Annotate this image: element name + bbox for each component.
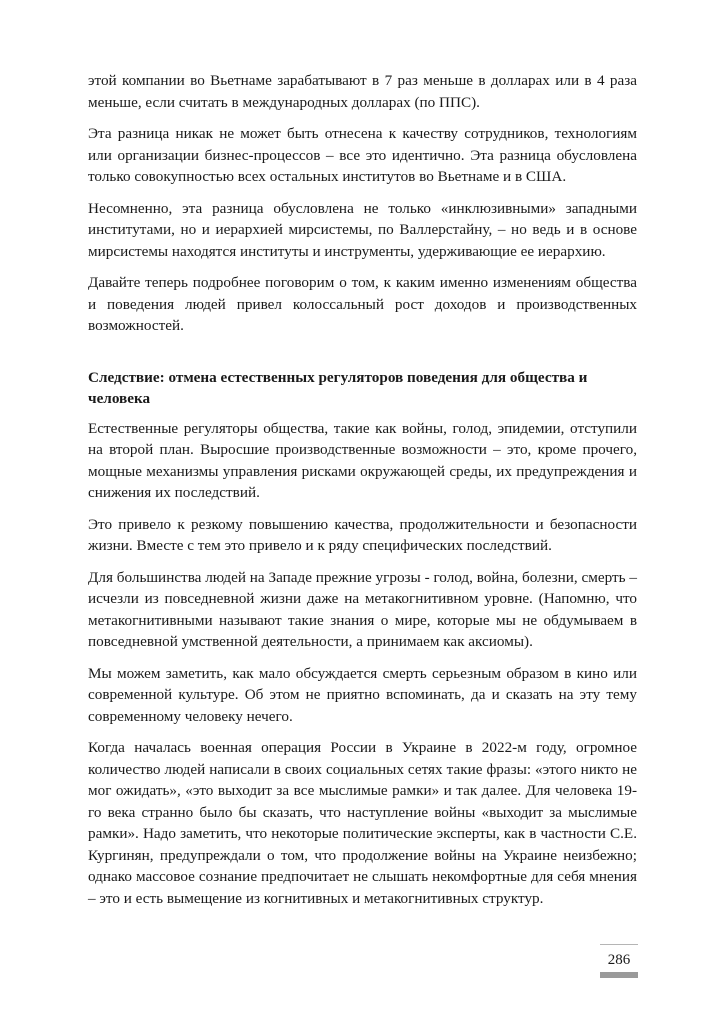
paragraph-3: Несомненно, эта разница обусловлена не только «инклюзивными» западными институтами, но и иерархией мирсистемы, по Валлерстайну, – но ведь и в основе мирсистемы находятся институты и инструменты, удерживающие ее иерархию. <box>88 199 637 260</box>
page-body <box>88 70 637 919</box>
paragraph-7: Для большинства людей на Западе прежние угрозы - голод, война, болезни, смерть – исчезли из повседневной жизни даже на метакогнитивном уровне. (Напомню, что метакогнитивными называют такие знания о мире, которые мы не обдумываем в повседневной умственной деятельности, а принимаем как аксиомы). <box>88 568 637 650</box>
paragraph-6: Это привело к резкому повышению качества, продолжительности и безопасности жизни. Вместе с тем это привело и к ряду специфических последствий. <box>88 515 637 554</box>
page-number: 286 <box>607 952 631 968</box>
section-spacer <box>88 347 637 367</box>
page-number-bar <box>600 972 638 978</box>
paragraph-9: Когда началась военная операция России в Украине в 2022-м году, огромное количество людей написали в своих социальных сетях такие фразы: «этого никто не мог ожидать», «это выходит за все мыслимые рамки» и так далее. Для человека 19-го века странно было бы сказать, что наступление войны «выходит за мыслимые рамки». Надо заметить, что некоторые политические эксперты, как в частности С.Е. Кургинян, предупреждали о том, что продолжение войны на Украине неизбежно; однако массовое сознание предпочитает не слышать некомфортные для себя мнения – это и есть вымещение из когнитивных и метакогнитивных структур. <box>88 739 637 907</box>
paragraph-1: этой компании во Вьетнаме зарабатывают в 7 раз меньше в долларах или в 4 раза меньше, если считать в международных долларах (по ППС). <box>88 72 637 111</box>
paragraph-4: Давайте теперь подробнее поговорим о том, к каким именно изменениям общества и поведения людей привел колоссальный рост доходов и производственных возможностей. <box>88 274 637 334</box>
paragraph-2: Эта разница никак не может быть отнесена к качеству сотрудников, технологиям или организации бизнес-процессов – все это идентично. Эта разница обусловлена только совокупностью всех остальных институтов во Вьетнаме и в США. <box>88 125 637 185</box>
section-heading: Следствие: отмена естественных регуляторов поведения для общества и человека <box>88 368 588 407</box>
paragraph-8: Мы можем заметить, как мало обсуждается смерть серьезным образом в кино или современной культуре. Об этом не приятно вспоминать, да и сказать на эту тему современному человеку нечего. <box>88 664 637 725</box>
paragraph-5: Естественные регуляторы общества, такие как войны, голод, эпидемии, отступили на второй план. Выросшие производственные возможности – это, кроме прочего, мощные механизмы управления рисками окружающей среды, их предупреждения и снижения их последствий. <box>88 419 637 501</box>
page-number-rule <box>600 944 638 945</box>
page-number-box <box>600 944 638 978</box>
